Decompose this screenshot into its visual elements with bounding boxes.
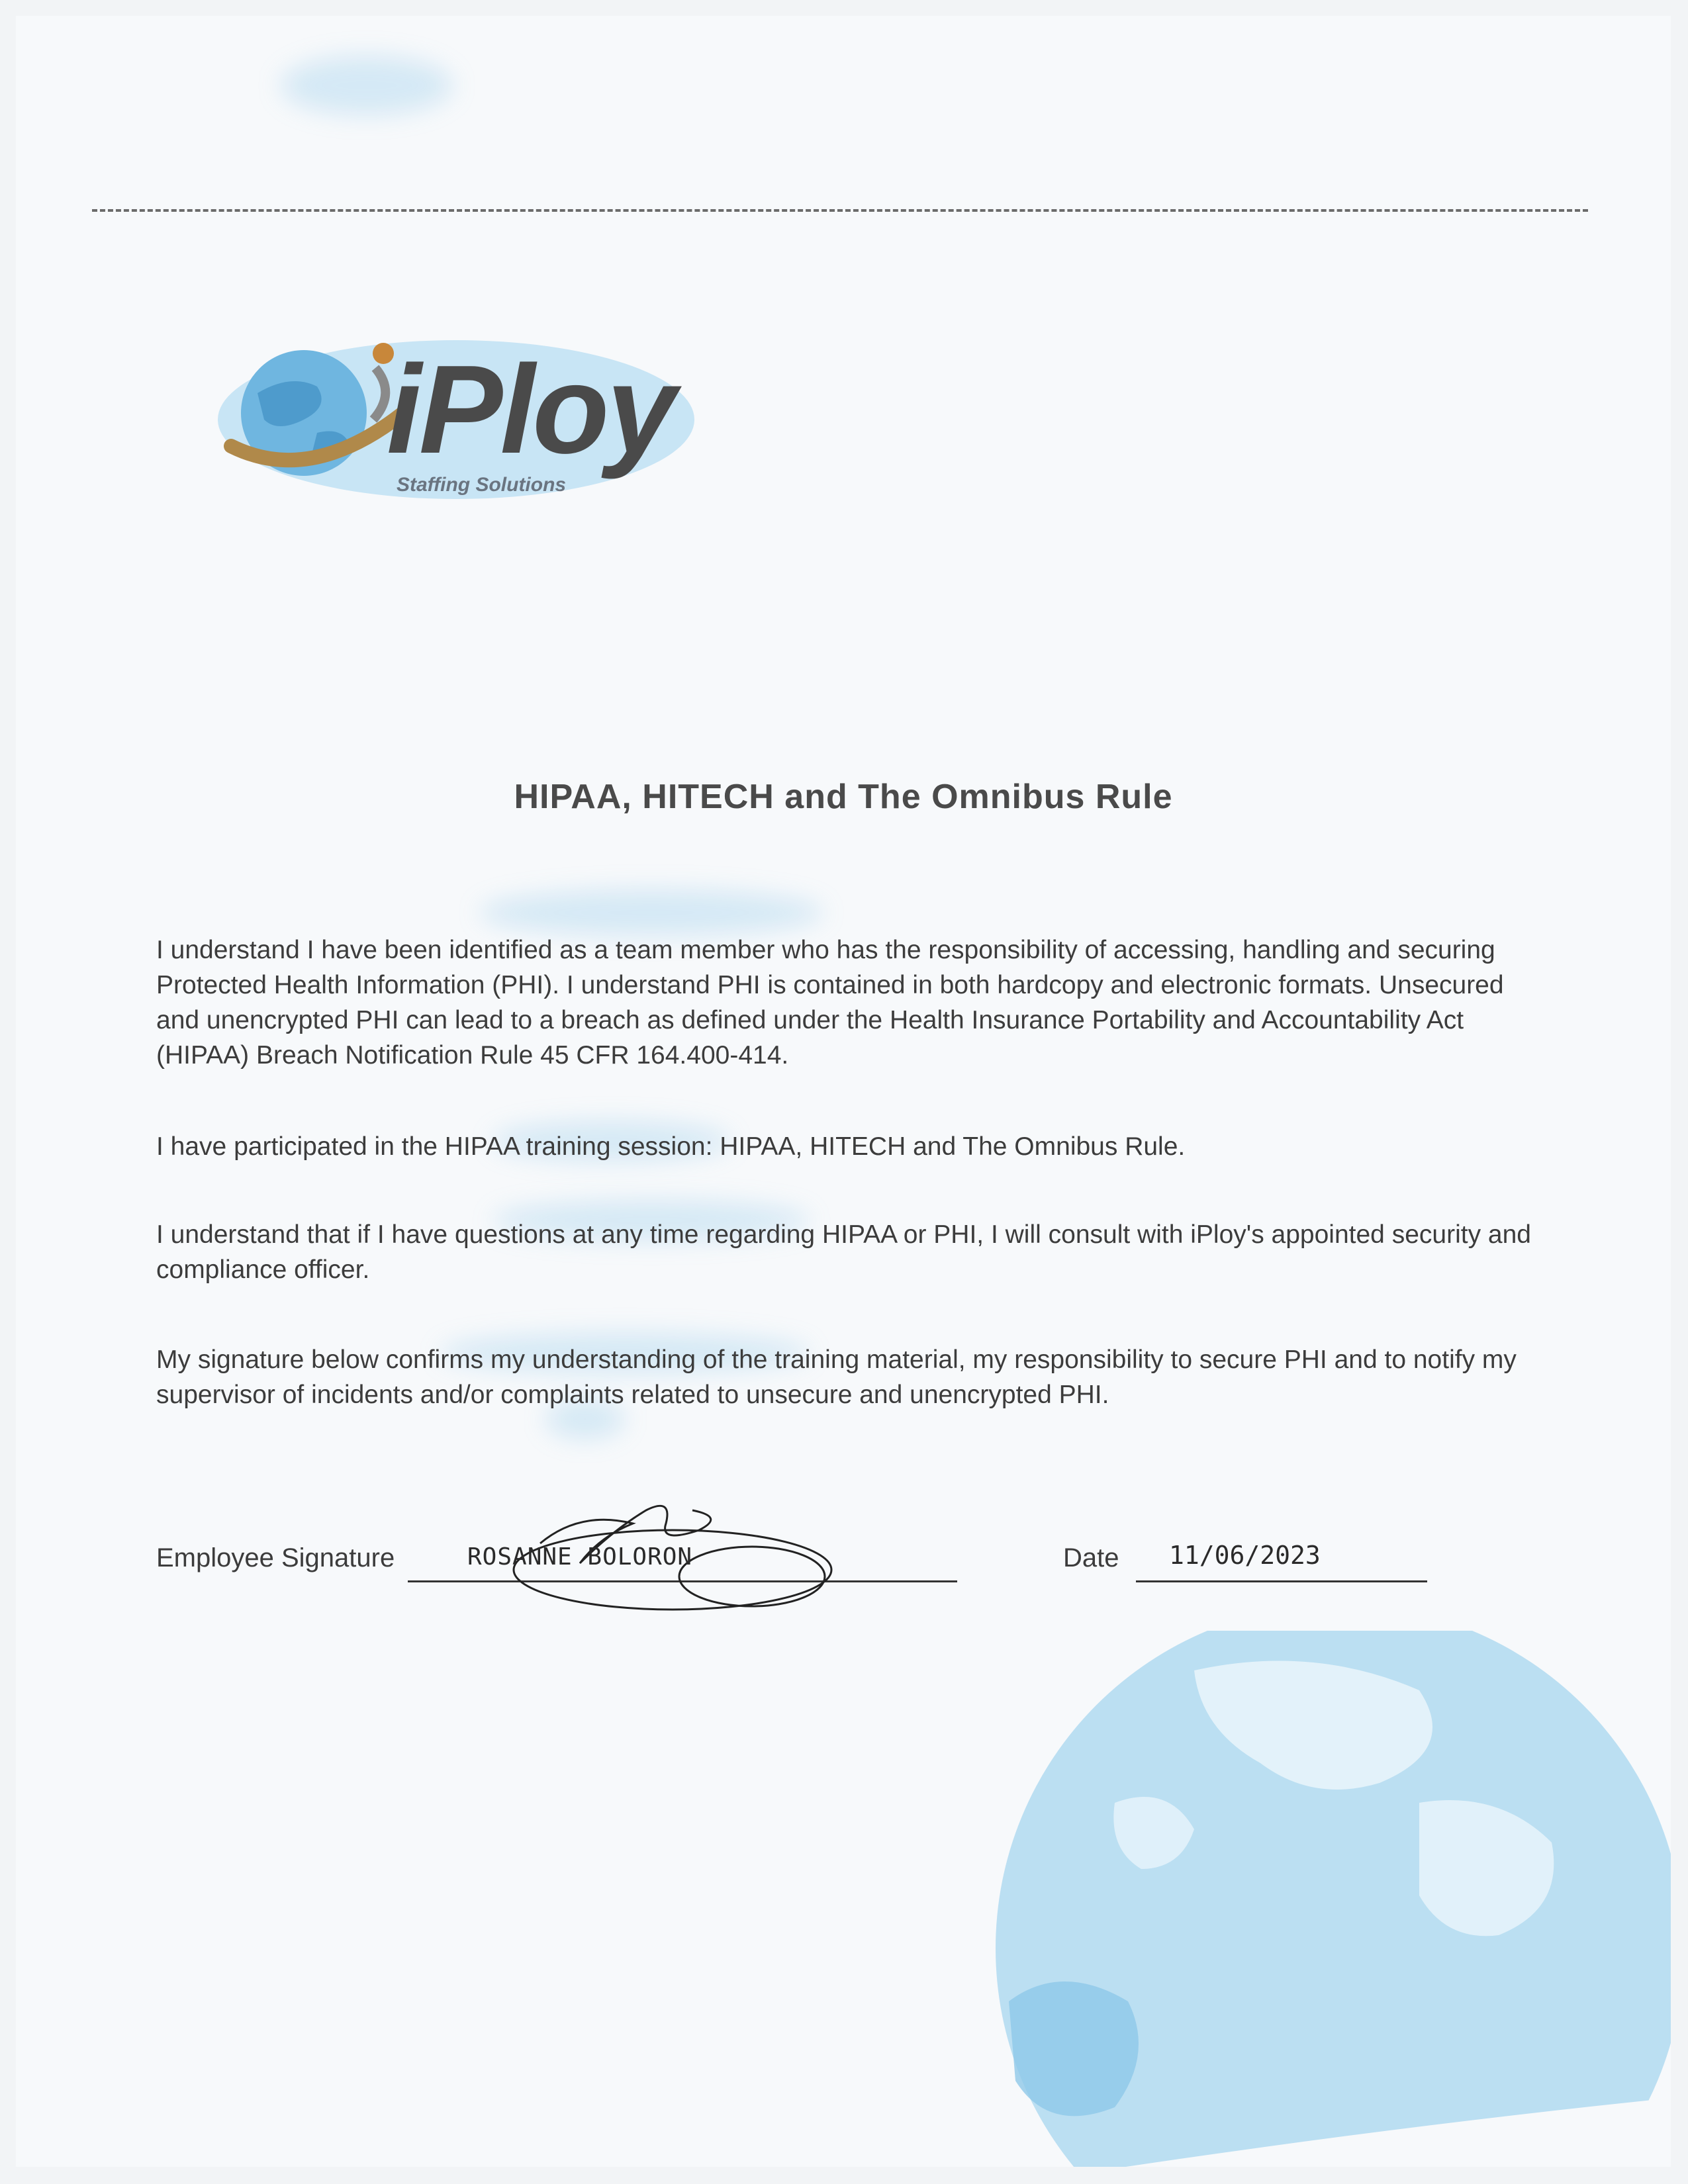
document-page <box>16 16 1671 2167</box>
paragraph-training: I have participated in the HIPAA training session: HIPAA, HITECH and The Omnibus Rule. <box>156 1132 1186 1161</box>
date-line <box>1136 1580 1427 1582</box>
logo-wordmark: iPloy <box>387 340 675 480</box>
signature-handwritten-name: ROSANNE BOLORON <box>467 1543 693 1570</box>
logo-tagline: Staffing Solutions <box>397 474 567 496</box>
paragraph-questions: I understand that if I have questions at any time regarding HIPAA or PHI, I will consult with iPloy's appointed security and compliance officer. <box>156 1220 1531 1284</box>
document-title: HIPAA, HITECH and The Omnibus Rule <box>514 778 1173 816</box>
globe-watermark-icon <box>916 1631 1671 2167</box>
ink-blot <box>479 889 823 936</box>
signature-row <box>156 1537 1632 1590</box>
company-logo <box>218 334 694 512</box>
paragraph-understanding: I understand I have been identified as a team member who has the responsibility of accessing, handling and securing Protected Health Information (PHI). I understand PHI is contained in both hardcopy and electronic formats. Unsecured and unencrypted PHI can lead to a breach as defined under the Health Insurance Portability and Accountability Act (HIPAA) Breach Notification Rule 45 CFR 164.400-414. <box>156 936 1504 1069</box>
header-rule <box>92 209 1588 212</box>
signature-label: Employee Signature <box>156 1543 395 1572</box>
date-value: 11/06/2023 <box>1169 1541 1321 1570</box>
ink-blot <box>281 56 453 115</box>
date-label: Date <box>1063 1543 1119 1572</box>
paragraph-confirmation: My signature below confirms my understanding of the training material, my responsibility to secure PHI and to notify my supervisor of incidents and/or complaints related to unsecure and unencrypted PHI. <box>156 1345 1517 1409</box>
